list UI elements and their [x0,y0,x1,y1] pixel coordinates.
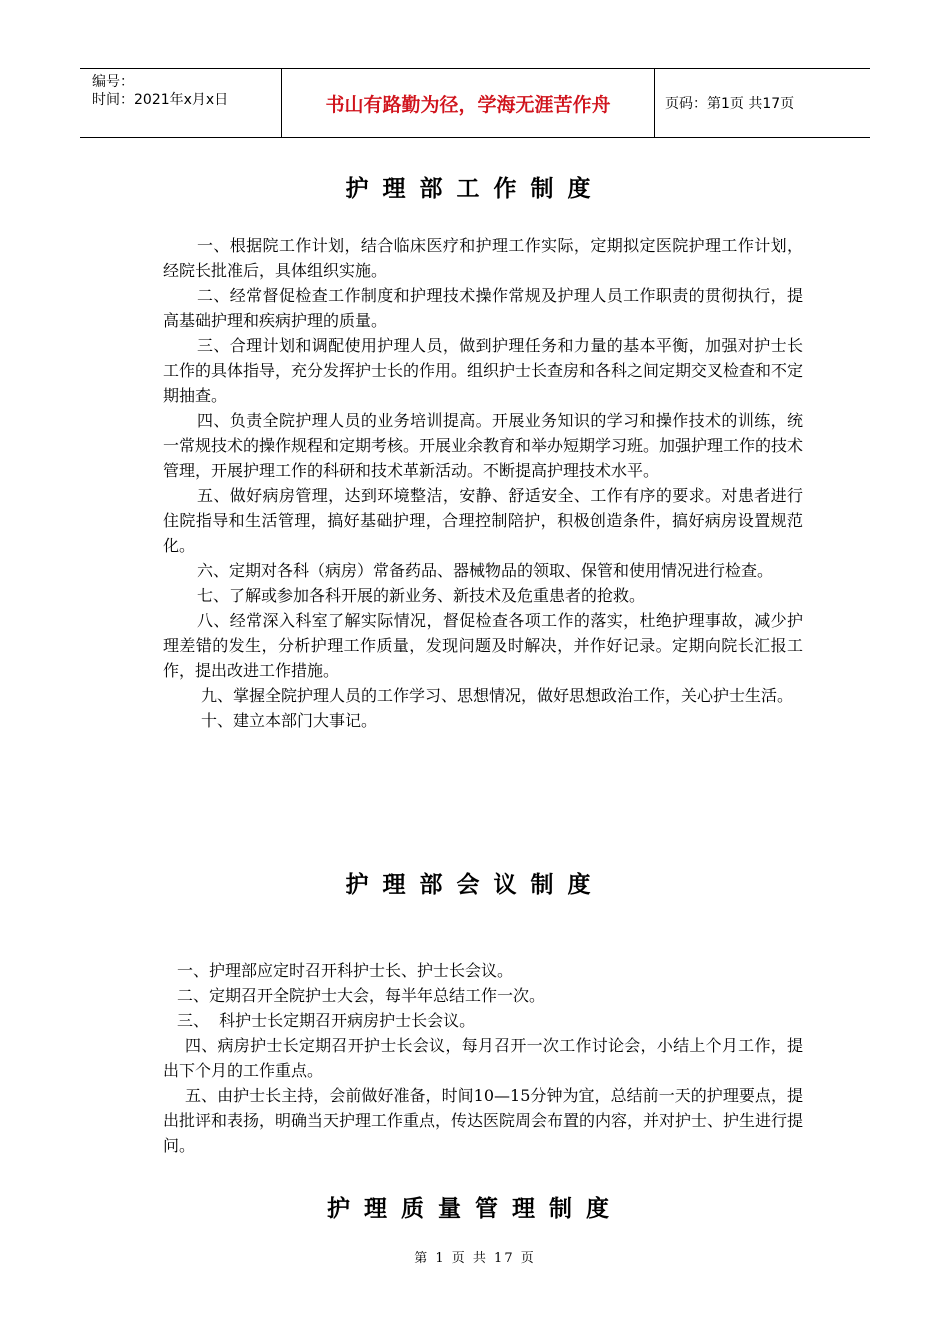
section-title-work-rules: 护理部工作制度 [345,176,605,202]
paragraph: 九、掌握全院护理人员的工作学习、思想情况，做好思想政治工作，关心护士生活。 [201,686,794,705]
paragraph: 二、定期召开全院护士大会，每半年总结工作一次。 [177,986,546,1005]
paragraph: 十、建立本部门大事记。 [201,711,378,730]
page-footer: 第 1 页 共 17 页 [414,1251,536,1266]
section-work-rules [163,233,803,733]
paragraph: 一、根据院工作计划，结合临床医疗和护理工作实际，定期拟定医院护理工作计划，经院长批准后，具体组织实施。 [163,236,803,280]
paragraph: 六、定期对各科（病房）常备药品、器械物品的领取、保管和使用情况进行检查。 [197,561,774,580]
section-title-quality-rules: 护理质量管理制度 [327,1196,623,1222]
paragraph: 一、护理部应定时召开科护士长、护士长会议。 [177,961,514,980]
section-title-meeting-rules: 护理部会议制度 [345,872,605,898]
document-header [80,68,870,138]
paragraph: 八、经常深入科室了解实际情况，督促检查各项工作的落实，杜绝护理事故，减少护理差错的发生，分析护理工作质量，发现问题及时解决，并作好记录。定期向院长汇报工作，提出改进工作措施。 [163,611,803,680]
paragraph: 三、合理计划和调配使用护理人员，做到护理任务和力量的基本平衡，加强对护士长工作的具体指导，充分发挥护士长的作用。组织护士长查房和各科之间定期交叉检查和不定期抽查。 [163,336,804,405]
section-meeting-rules [163,958,803,1158]
paragraph: 三、 科护士长定期召开病房护士长会议。 [177,1011,476,1030]
paragraph: 五、由护士长主持，会前做好准备，时间10—15分钟为宜，总结前一天的护理要点，提出批评和表扬，明确当天护理工作重点，传达医院周会布置的内容，并对护士、护生进行提问。 [163,1086,804,1155]
paragraph: 五、做好病房管理，达到环境整洁，安静、舒适安全、工作有序的要求。对患者进行住院指导和生活管理，搞好基础护理，合理控制陪护，积极创造条件，搞好病房设置规范化。 [163,486,803,555]
paragraph: 四、负责全院护理人员的业务培训提高。开展业务知识的学习和操作技术的训练，统一常规技术的操作规程和定期考核。开展业余教育和举办短期学习班。加强护理工作的技术管理，开展护理工作的科研和技术革新活动。不断提高护理技术水平。 [163,411,804,480]
header-motto: 书山有路勤为径，学海无涯苦作舟 [282,69,655,137]
document-date: 时间：2021年x月x日 [92,92,229,108]
document-number-label: 编号： [92,74,134,90]
header-meta [80,69,282,137]
paragraph: 四、病房护士长定期召开护士长会议，每月召开一次工作讨论会，小结上个月工作，提出下个月的工作重点。 [163,1036,803,1080]
paragraph: 七、了解或参加各科开展的新业务、新技术及危重患者的抢救。 [197,586,646,605]
paragraph: 二、经常督促检查工作制度和护理技术操作常规及护理人员工作职责的贯彻执行，提高基础护理和疾病护理的质量。 [163,286,803,330]
header-page-info: 页码：第1页 共17页 [665,96,795,112]
